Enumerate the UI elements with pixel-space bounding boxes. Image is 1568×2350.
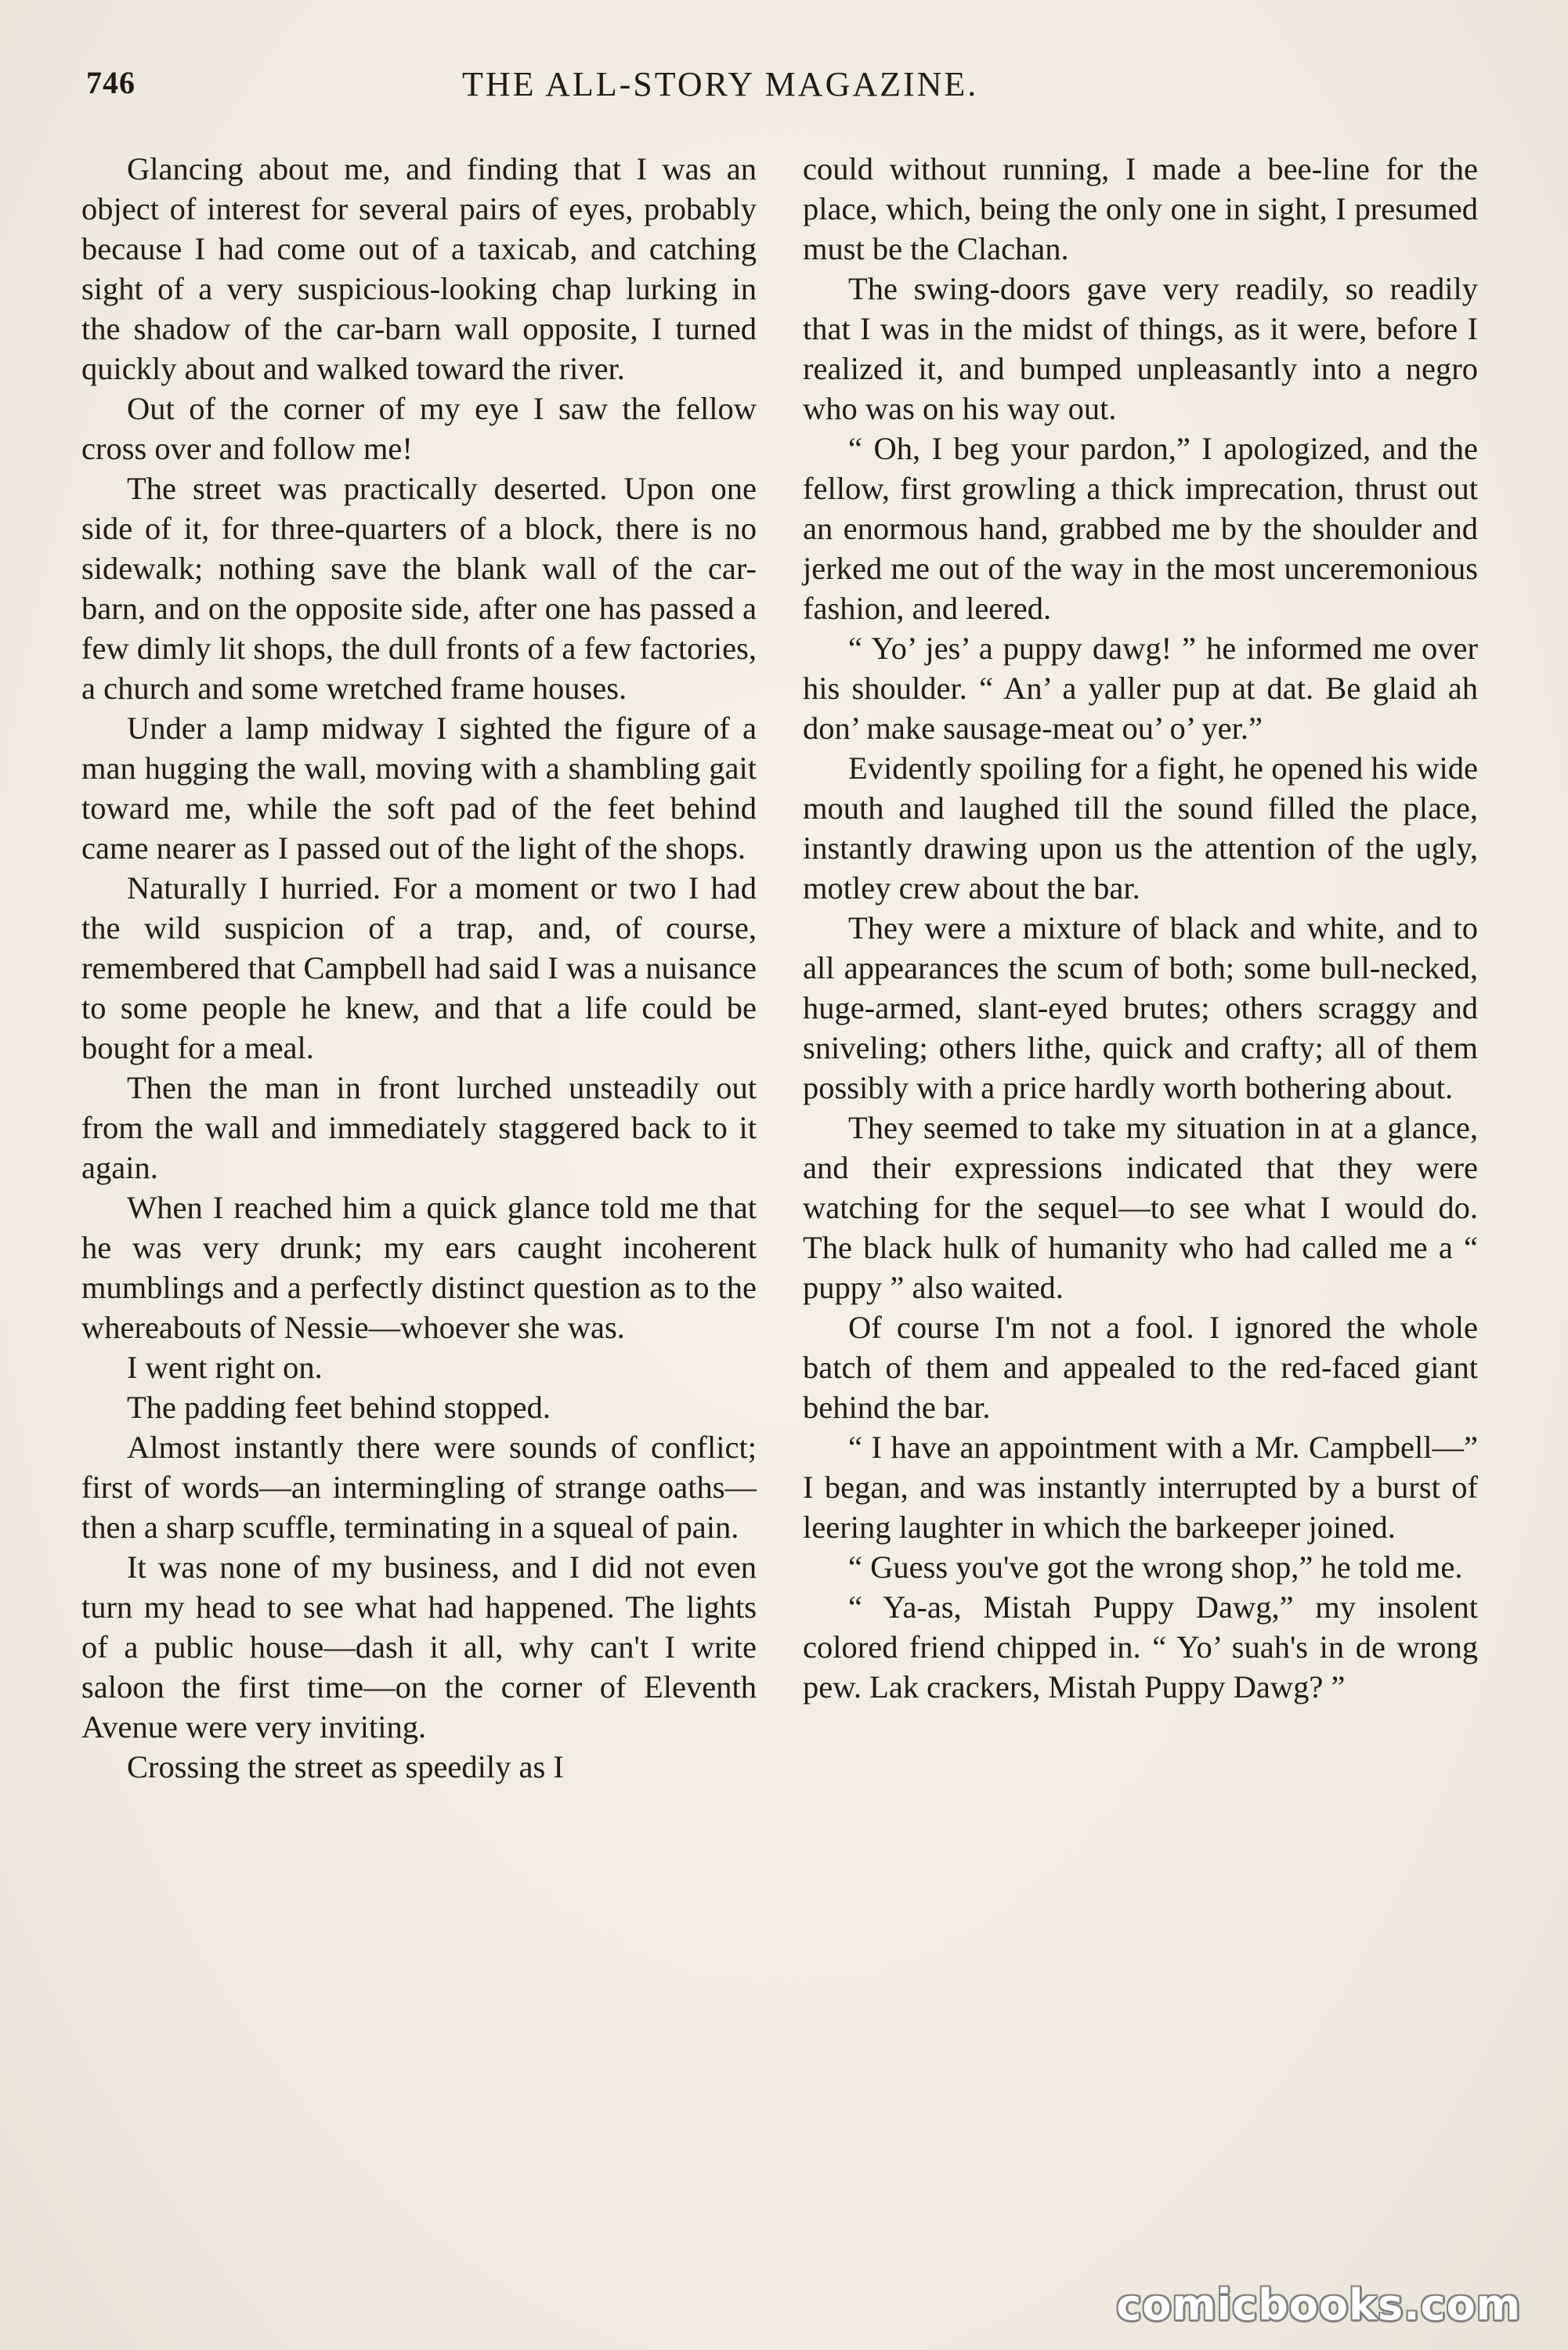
paragraph: It was none of my business, and I did not even turn my head to see what had happened. The lights of a public house—dash it all, why can't I write saloon the first time—on the corner of Eleventh Avenue were very inviting. bbox=[81, 1549, 757, 1744]
paragraph: Evidently spoiling for a fight, he opened his wide mouth and laughed till the sound filled the place, instantly drawing upon us the attention of the ugly, motley crew about the bar. bbox=[803, 750, 1478, 906]
paragraph: “ Ya-as, Mistah Puppy Dawg,” my insolent colored friend chipped in. “ Yo’ suah's in de wrong pew. Lak crackers, Mistah Puppy Dawg? ” bbox=[803, 1589, 1478, 1705]
paragraph: The swing-doors gave very readily, so readily that I was in the midst of things, as it were, before I realized it, and bumped unpleasantly into a negro who was on his way out. bbox=[803, 271, 1478, 426]
paragraph: Naturally I hurried. For a moment or two I had the wild suspicion of a trap, and, of course, remembered that Campbell had said I was a nuisance to some people he knew, and that a life could be bought for a meal. bbox=[81, 870, 757, 1065]
paragraph: “ Oh, I beg your pardon,” I apologized, and the fellow, first growling a thick imprecation, thrust out an enormous hand, grabbed me by the shoulder and jerked me out of the way in the most unceremonious fashion, and leered. bbox=[803, 431, 1478, 626]
paragraph: They seemed to take my situation in at a glance, and their expressions indicated that they were watching for the sequel—to see what I would do. The black hulk of humanity who had called me a “ puppy ” also waited. bbox=[803, 1110, 1478, 1305]
running-title: THE ALL-STORY MAGAZINE. bbox=[462, 65, 979, 103]
paragraph: Crossing the street as speedily as I bbox=[127, 1749, 564, 1784]
paragraph: When I reached him a quick glance told me that he was very drunk; my ears caught incoherent mumblings and a perfectly distinct question as to the whereabouts of Nessie—whoever she was. bbox=[81, 1190, 757, 1345]
paragraph-continued: could without running, I made a bee-line for the place, which, being the only one in sight, I presumed must be the Clachan. bbox=[803, 151, 1478, 266]
paragraph: Almost instantly there were sounds of conflict; first of words—an intermingling of strange oaths—then a sharp scuffle, terminating in a squeal of pain. bbox=[81, 1430, 757, 1545]
paragraph: Then the man in front lurched unsteadily out from the wall and immediately staggered back to it again. bbox=[81, 1070, 757, 1185]
page-header bbox=[86, 64, 1496, 119]
paragraph: I went right on. bbox=[127, 1350, 323, 1385]
page-number: 746 bbox=[86, 65, 135, 100]
paragraph: Glancing about me, and finding that I was an object of interest for several pairs of eyes, probably because I had come out of a taxicab, and catching sight of a very suspicious-looking chap lurking in the shadow of the car-barn wall opposite, I turned quickly about and walked toward the river. bbox=[81, 151, 757, 386]
paragraph: The padding feet behind stopped. bbox=[127, 1390, 551, 1425]
paragraph: The street was practically deserted. Upon one side of it, for three-quarters of a block, there is no sidewalk; nothing save the blank wall of the car-barn, and on the opposite side, after one has passed a few dimly lit shops, the dull fronts of a few factories, a church and some wretched frame houses. bbox=[81, 471, 757, 706]
paragraph: Under a lamp midway I sighted the figure of a man hugging the wall, moving with a shambling gait toward me, while the soft pad of the feet behind came nearer as I passed out of the light of the shops. bbox=[81, 710, 757, 866]
paragraph: Of course I'm not a fool. I ignored the whole batch of them and appealed to the red-faced giant behind the bar. bbox=[803, 1310, 1478, 1425]
paragraph: “ I have an appointment with a Mr. Campbell—” I began, and was instantly interrupted by a burst of leering laughter in which the barkeeper joined. bbox=[803, 1430, 1478, 1545]
paragraph: “ Yo’ jes’ a puppy dawg! ” he informed me over his shoulder. “ An’ a yaller pup at dat. Be glaid ah don’ make sausage-meat ou’ o’ yer.” bbox=[803, 631, 1478, 746]
left-column bbox=[81, 149, 757, 1787]
paragraph: They were a mixture of black and white, and to all appearances the scum of both; some bull-necked, huge-armed, slant-eyed brutes; others scraggy and sniveling; others lithe, quick and crafty; all of them possibly with a price hardly worth bothering about. bbox=[803, 910, 1478, 1105]
watermark-logo: comicbooks.com bbox=[1116, 2280, 1521, 2330]
right-column bbox=[803, 149, 1478, 1707]
paragraph: “ Guess you've got the wrong shop,” he told me. bbox=[848, 1549, 1463, 1585]
paragraph: Out of the corner of my eye I saw the fellow cross over and follow me! bbox=[81, 391, 757, 466]
